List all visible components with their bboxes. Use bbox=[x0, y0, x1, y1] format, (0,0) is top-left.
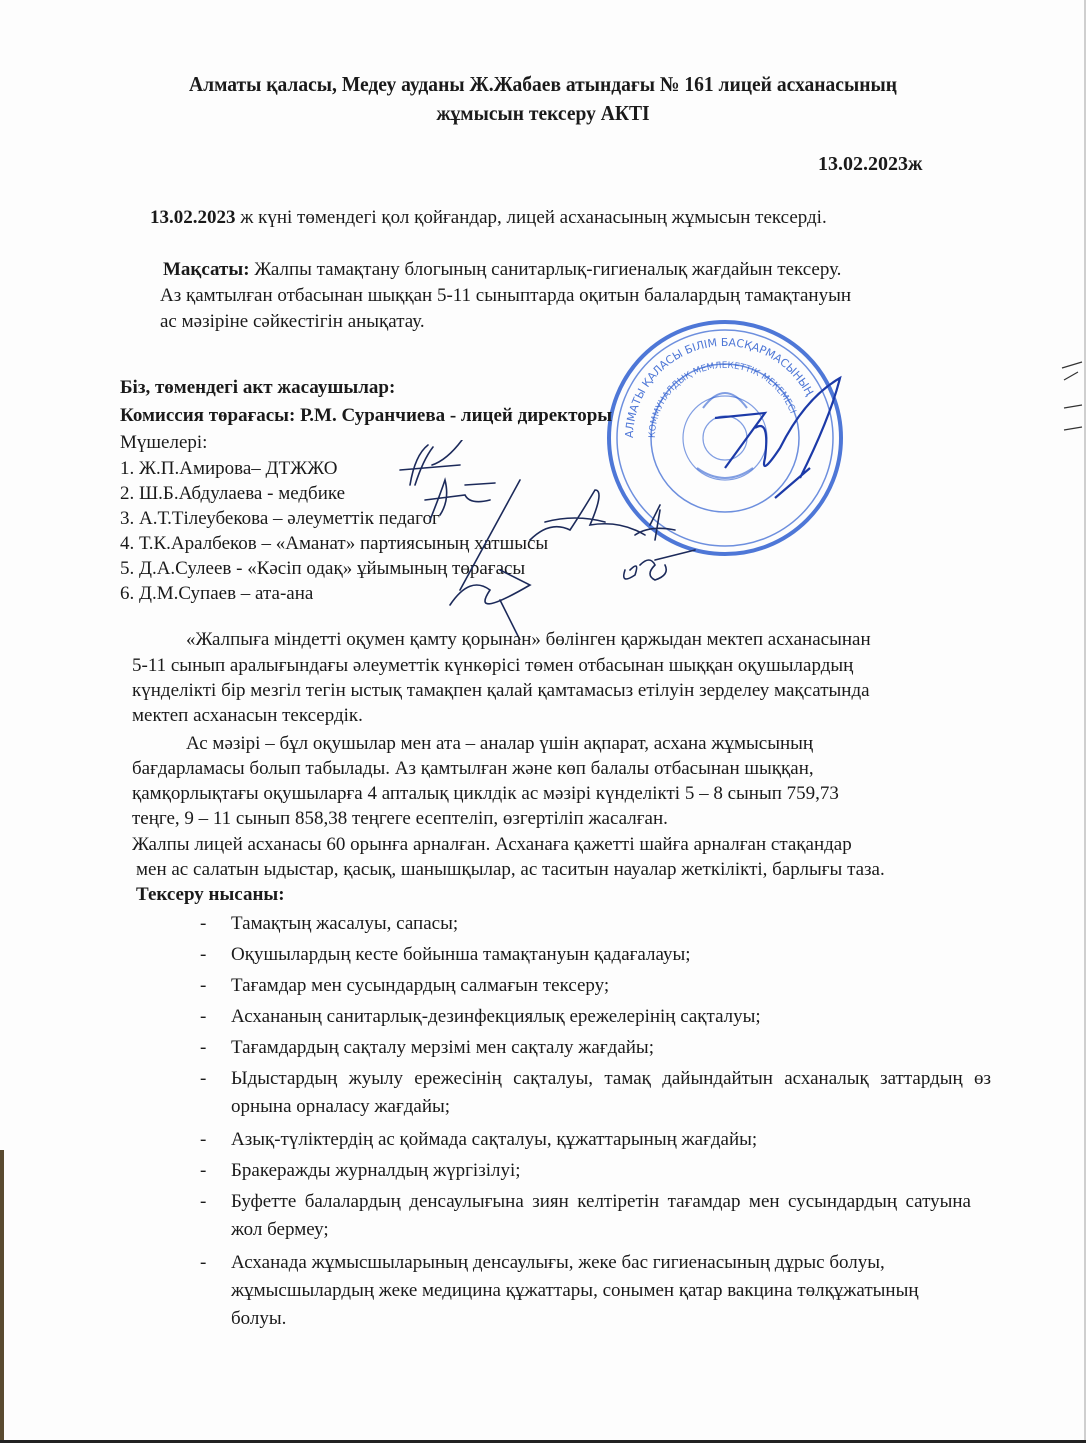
stamp-inner-text: КОММУНАЛДЫҚ МЕМЛЕКЕТТІК МЕКЕМЕСІ bbox=[647, 360, 798, 439]
member-3: 3. А.Т.Тілеубекова – әлеуметтік педагог bbox=[120, 508, 440, 529]
para2-line-1: Ас мәзірі – бұл оқушылар мен ата – аналар үшін ақпарат, асхана жұмысының bbox=[186, 733, 814, 754]
check-item-text: Тамақтың жасалуы, сапасы; bbox=[231, 913, 459, 934]
para1-line-4: мектеп асханасын тексердік. bbox=[132, 705, 363, 726]
para3-line-1: Жалпы лицей асханасы 60 орынға арналған. Асханаға қажетті шайға арналған стақандар bbox=[132, 834, 852, 855]
bullet: - bbox=[200, 1037, 207, 1058]
commission-chair: Комиссия төрағасы: Р.М. Суранчиева - лицей директоры bbox=[120, 405, 613, 426]
intro-text: ж күні төмендегі қол қойғандар, лицей асханасының жұмысын тексерді. bbox=[235, 207, 827, 228]
check-item-text: Бракеражды журналдың жүргізілуі; bbox=[231, 1160, 521, 1181]
purpose-text-1: Жалпы тамақтану блогының санитарлық-гигиеналық жағдайын тексеру. bbox=[249, 259, 842, 280]
member-1: 1. Ж.П.Амирова– ДТЖЖО bbox=[120, 458, 338, 479]
check-item-text: Азық-түліктердің ас қоймада сақталуы, құжаттарының жағдайы; bbox=[231, 1129, 758, 1150]
bullet: - bbox=[200, 975, 207, 996]
document-date: 13.02.2023ж bbox=[818, 153, 923, 175]
member-signatures-icon bbox=[370, 440, 700, 640]
stamp-outer-text: АЛМАТЫ ҚАЛАСЫ БІЛІМ БАСҚАРМАСЫНЫҢ bbox=[622, 335, 816, 439]
photo-edge-left bbox=[0, 1150, 4, 1443]
check-item-text: Тағамдар мен сусындардың салмағын тексеру; bbox=[231, 975, 610, 996]
title-line-1: Алматы қаласы, Медеу ауданы Ж.Жабаев атындағы № 161 лицей асханасының bbox=[189, 72, 897, 96]
check-item-text: Буфетте балалардың денсаулығына зиян келтіретін тағамдар мен сусындардың сатуына жол бермеу; bbox=[231, 1191, 971, 1240]
bullet: - bbox=[200, 913, 207, 934]
members-label: Мүшелері: bbox=[120, 432, 208, 453]
para2-line-2: бағдарламасы болып табылады. Аз қамтылған және көп балалы отбасынан шыққан, bbox=[132, 758, 814, 779]
check-item-text: Тағамдардың сақталу мерзімі мен сақталу жағдайы; bbox=[231, 1037, 654, 1058]
check-item-text: Асханада жұмысшыларының денсаулығы, жеке бас гигиенасының дұрыс болуы, жұмысшылардың жеке медицина құжаттары, сонымен қатар вакцина төлқұжатының болуы. bbox=[231, 1252, 919, 1329]
intro-date: 13.02.2023 bbox=[150, 207, 236, 228]
para1-line-2: 5-11 сынып аралығындағы әлеуметтік күнкөрісі төмен отбасынан шыққан оқушылардың bbox=[132, 655, 854, 676]
para1-line-3: күнделікті бір мезгіл тегін ыстық тамақпен қалай қамтамасыз етілуін зерделеу мақсатында bbox=[132, 680, 870, 701]
purpose-line-2: Аз қамтылған отбасынан шыққан 5-11 сыныптарда оқитын балалардың тамақтануын bbox=[160, 285, 852, 306]
svg-text:КОММУНАЛДЫҚ МЕМЛЕКЕТТІК МЕКЕМЕ bbox=[648, 361, 797, 438]
bullet: - bbox=[200, 1252, 207, 1273]
check-item-text: Ыдыстардың жуылу ережесінің сақталуы, тамақ дайындайтын асханалық заттардың өз орнына орналасу жағдайы; bbox=[231, 1068, 991, 1117]
bullet: - bbox=[200, 1129, 207, 1150]
commission-heading: Біз, төмендегі акт жасаушылар: bbox=[120, 377, 396, 398]
bullet: - bbox=[200, 944, 207, 965]
para3-line-2: мен ас салатын ыдыстар, қасық, шанышқылар, ас таситын науалар жеткілікті, барлығы таза. bbox=[136, 859, 885, 880]
para2-line-4: теңге, 9 – 11 сынып 858,38 теңгеге есептеліп, өзгертіліп жасалған. bbox=[132, 808, 668, 829]
member-2: 2. Ш.Б.Абдулаева - медбике bbox=[120, 483, 346, 504]
margin-marks-icon bbox=[1060, 360, 1086, 440]
title-line-2: жұмысын тексеру АКТІ bbox=[436, 101, 650, 125]
check-item-text: Оқушылардың кесте бойынша тамақтануын қадағалауы; bbox=[231, 944, 691, 965]
member-4: 4. Т.К.Аралбеков – «Аманат» партиясының хатшысы bbox=[120, 533, 549, 554]
purpose-line-1 bbox=[163, 258, 841, 282]
check-item-text: Асхананың санитарлық-дезинфекциялық ережелерінің сақталуы; bbox=[231, 1006, 761, 1027]
bullet: - bbox=[200, 1160, 207, 1181]
member-6: 6. Д.М.Супаев – ата-ана bbox=[120, 583, 314, 604]
para1-line-1: «Жалпыға міндетті оқумен қамту қорынан» бөлінген қаржыдан мектеп асханасынан bbox=[186, 629, 871, 650]
para2-line-3: қамқорлықтағы оқушыларға 4 апталық циклдік ас мәзірі күнделікті 5 – 8 сынып 759,73 bbox=[132, 783, 839, 804]
member-5: 5. Д.А.Сулеев - «Кәсіп одақ» ұйымының төрағасы bbox=[120, 558, 526, 579]
bullet: - bbox=[200, 1068, 207, 1089]
bullet: - bbox=[200, 1191, 207, 1212]
intro-line bbox=[150, 206, 827, 230]
purpose-label: Мақсаты: bbox=[163, 259, 250, 280]
document-title bbox=[38, 70, 1048, 128]
bullet: - bbox=[200, 1006, 207, 1027]
purpose-line-3: ас мәзіріне сәйкестігін анықатау. bbox=[160, 311, 425, 332]
check-heading: Тексеру нысаны: bbox=[136, 884, 285, 905]
